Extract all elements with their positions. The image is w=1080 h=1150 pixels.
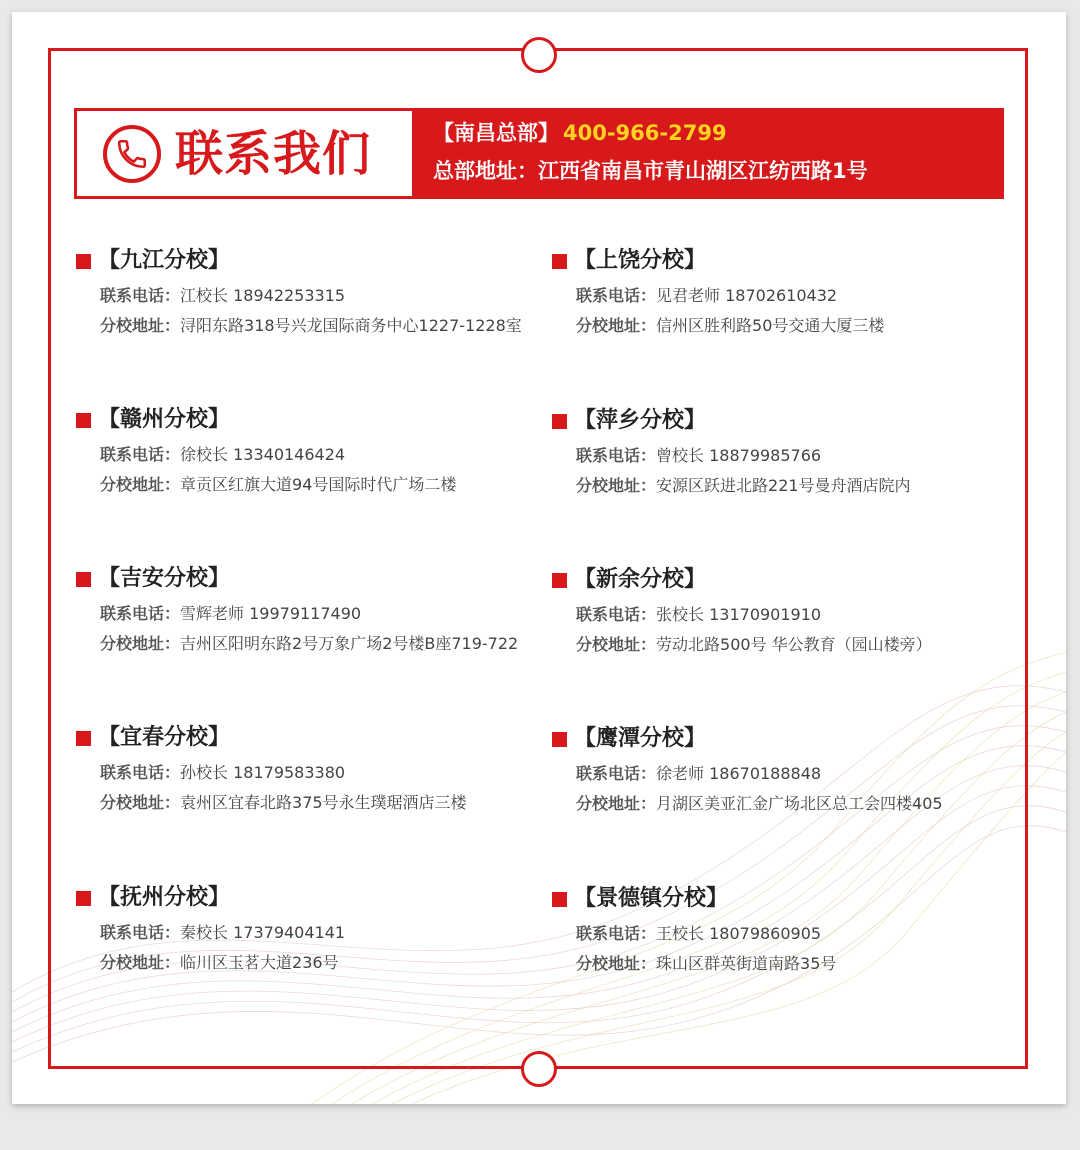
branch-address-text: 浔阳东路318号兴龙国际商务中心1227-1228室 bbox=[180, 316, 522, 335]
bullet-square bbox=[76, 572, 91, 587]
branch-phone bbox=[100, 443, 345, 467]
branch-contact[interactable]: 秦校长 17379404141 bbox=[180, 923, 346, 942]
address-label: 分校地址： bbox=[100, 475, 181, 494]
branch-address-text: 临川区玉茗大道236号 bbox=[180, 953, 339, 972]
bullet-square bbox=[552, 254, 567, 269]
branch-contact[interactable]: 曾校长 18879985766 bbox=[656, 446, 822, 465]
top-ring-ornament bbox=[521, 37, 557, 73]
branch-phone bbox=[576, 762, 821, 786]
phone-label: 联系电话： bbox=[576, 286, 657, 305]
branch-address bbox=[576, 792, 943, 816]
address-label: 分校地址： bbox=[100, 634, 181, 653]
branch-contact[interactable]: 王校长 18079860905 bbox=[656, 924, 822, 943]
branch-phone bbox=[576, 444, 821, 468]
hq-address: 江西省南昌市青山湖区江纺西路1号 bbox=[538, 159, 868, 183]
branch-contact[interactable]: 徐老师 18670188848 bbox=[656, 764, 822, 783]
branch-name: 【景德镇分校】 bbox=[574, 886, 729, 911]
branch-address bbox=[100, 791, 467, 815]
branch-address-text: 吉州区阳明东路2号万象广场2号楼B座719-722 bbox=[180, 634, 519, 653]
branch-name: 【吉安分校】 bbox=[98, 566, 231, 591]
headquarters-info bbox=[415, 108, 1004, 199]
branch-address bbox=[100, 632, 518, 656]
branch-address bbox=[100, 473, 456, 497]
phone-label: 联系电话： bbox=[100, 763, 181, 782]
contact-card bbox=[12, 12, 1066, 1104]
phone-label: 联系电话： bbox=[100, 923, 181, 942]
bullet-square bbox=[552, 732, 567, 747]
branch-contact[interactable]: 见君老师 18702610432 bbox=[656, 286, 838, 305]
branch-address bbox=[576, 314, 884, 338]
phone-label: 联系电话： bbox=[576, 924, 657, 943]
bullet-square bbox=[76, 413, 91, 428]
address-label: 分校地址： bbox=[100, 793, 181, 812]
contact-header bbox=[74, 108, 1004, 199]
address-label: 分校地址： bbox=[576, 954, 657, 973]
bullet-square bbox=[552, 573, 567, 588]
branch-jiujiang bbox=[76, 242, 546, 352]
branch-pingxiang bbox=[552, 402, 1022, 512]
bullet-square bbox=[76, 731, 91, 746]
address-label: 分校地址： bbox=[100, 953, 181, 972]
title-box bbox=[74, 108, 415, 199]
hq-address-line bbox=[433, 156, 868, 186]
branch-name: 【九江分校】 bbox=[98, 248, 231, 273]
branch-address bbox=[576, 952, 836, 976]
phone-label: 联系电话： bbox=[576, 764, 657, 783]
branch-contact[interactable]: 雪辉老师 19979117490 bbox=[180, 604, 362, 623]
branch-fuzhou bbox=[76, 879, 546, 989]
branch-name: 【新余分校】 bbox=[574, 567, 707, 592]
bottom-ring-ornament bbox=[521, 1051, 557, 1087]
branch-name: 【抚州分校】 bbox=[98, 885, 231, 910]
address-label: 分校地址： bbox=[576, 316, 657, 335]
phone-label: 联系电话： bbox=[100, 286, 181, 305]
branch-address bbox=[576, 633, 932, 657]
branch-shangrao bbox=[552, 242, 1022, 352]
phone-label: 联系电话： bbox=[576, 605, 657, 624]
bullet-square bbox=[76, 254, 91, 269]
branch-name: 【宜春分校】 bbox=[98, 725, 231, 750]
branch-jian bbox=[76, 560, 546, 670]
bullet-square bbox=[76, 891, 91, 906]
branch-address-text: 信州区胜利路50号交通大厦三楼 bbox=[656, 316, 885, 335]
branch-yichun bbox=[76, 719, 546, 829]
hq-label: 【南昌总部】 bbox=[433, 121, 559, 145]
address-label: 分校地址： bbox=[576, 794, 657, 813]
branch-address bbox=[100, 951, 339, 975]
branch-phone bbox=[100, 921, 345, 945]
address-label: 分校地址： bbox=[100, 316, 181, 335]
branch-name: 【鹰潭分校】 bbox=[574, 726, 707, 751]
phone-label: 联系电话： bbox=[576, 446, 657, 465]
hq-phone-line bbox=[433, 118, 727, 148]
hq-address-label: 总部地址： bbox=[433, 159, 538, 183]
branch-yingtan bbox=[552, 720, 1022, 830]
branch-ganzhou bbox=[76, 401, 546, 511]
branch-phone bbox=[576, 922, 821, 946]
branch-name: 【上饶分校】 bbox=[574, 248, 707, 273]
bullet-square bbox=[552, 414, 567, 429]
branch-address-text: 袁州区宜春北路375号永生璞琚酒店三楼 bbox=[180, 793, 467, 812]
branch-name: 【萍乡分校】 bbox=[574, 408, 707, 433]
branch-address bbox=[100, 314, 522, 338]
branch-phone bbox=[576, 603, 821, 627]
branch-contact[interactable]: 孙校长 18179583380 bbox=[180, 763, 346, 782]
branch-phone bbox=[100, 761, 345, 785]
branch-address bbox=[576, 474, 911, 498]
branch-phone bbox=[100, 602, 361, 626]
phone-label: 联系电话： bbox=[100, 445, 181, 464]
branch-xinyu bbox=[552, 561, 1022, 671]
branch-address-text: 安源区跃进北路221号曼舟酒店院内 bbox=[656, 476, 911, 495]
branch-contact[interactable]: 徐校长 13340146424 bbox=[180, 445, 346, 464]
bullet-square bbox=[552, 892, 567, 907]
address-label: 分校地址： bbox=[576, 476, 657, 495]
page-title: 联系我们 bbox=[175, 126, 372, 182]
branch-phone bbox=[576, 284, 837, 308]
hq-phone-number[interactable]: 400-966-2799 bbox=[563, 121, 727, 145]
branch-contact[interactable]: 张校长 13170901910 bbox=[656, 605, 822, 624]
phone-label: 联系电话： bbox=[100, 604, 181, 623]
branch-name: 【赣州分校】 bbox=[98, 407, 231, 432]
phone-icon bbox=[103, 125, 161, 183]
branch-address-text: 珠山区群英街道南路35号 bbox=[656, 954, 837, 973]
branch-address-text: 劳动北路500号 华公教育（园山楼旁） bbox=[656, 635, 932, 654]
address-label: 分校地址： bbox=[576, 635, 657, 654]
branch-phone bbox=[100, 284, 345, 308]
branch-address-text: 章贡区红旗大道94号国际时代广场二楼 bbox=[180, 475, 457, 494]
branch-contact[interactable]: 江校长 18942253315 bbox=[180, 286, 346, 305]
branch-jingdezhen bbox=[552, 880, 1022, 990]
branch-address-text: 月湖区美亚汇金广场北区总工会四楼405 bbox=[656, 794, 943, 813]
